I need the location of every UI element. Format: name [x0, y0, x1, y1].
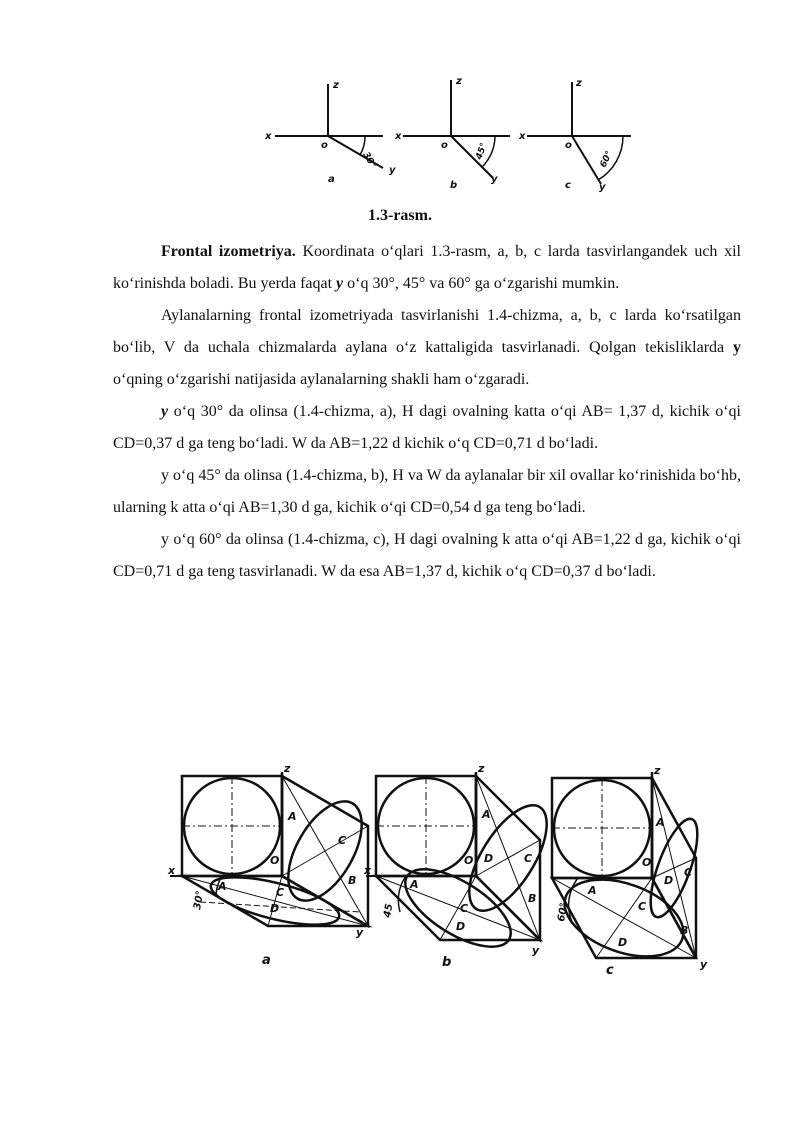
- fig14-b-y-label: y: [532, 944, 540, 957]
- fig13-b-o-label: o: [441, 140, 448, 151]
- fig14-a-A-label: A: [288, 810, 297, 823]
- fig13-c-x-label: x: [519, 131, 526, 142]
- fig14-b-C-label: C: [524, 852, 533, 865]
- fig14-b-letter: b: [442, 955, 452, 970]
- fig14-c-D-label: D: [664, 874, 674, 887]
- fig14-b-angle-label: 45: [382, 902, 396, 919]
- fig14-a-C2-label: C: [276, 886, 285, 899]
- fig14-a-O-label: O: [270, 854, 280, 867]
- fig13-a-angle-label: 30°: [360, 150, 378, 171]
- paragraph-3-text: o‘q 30° da olinsa (1.4-chizma, a), H dagi ovalning katta o‘qi AB= 1,37 d, kichik o‘qi CD=0,37 d ga teng bo‘ladi. W da AB=1,22 d kichik o‘q CD=0,71 d bo‘ladi.: [113, 403, 741, 452]
- fig14-a-angle-label: 30°: [192, 889, 207, 911]
- fig14-b-B-label: B: [528, 892, 537, 905]
- fig14-c-C2-label: C: [638, 900, 647, 913]
- fig13-c-angle-label: 60°: [598, 149, 615, 170]
- fig14-a-y-label: y: [356, 926, 364, 939]
- fig13-c-letter: c: [565, 180, 571, 191]
- paragraph-1-text-b: o‘q 30°, 45° va 60° ga o‘zgarishi mumkin.: [343, 275, 620, 292]
- fig14-b-D2-label: D: [456, 920, 466, 933]
- fig13-b-y-label: y: [491, 174, 498, 185]
- fig14-c-D2-label: D: [618, 936, 628, 949]
- fig14-c-z-label: z: [654, 764, 661, 777]
- fig14-c-letter: c: [606, 963, 614, 977]
- paragraph-2: [113, 300, 741, 396]
- fig14-c-y-label: y: [700, 958, 708, 971]
- body-text: [113, 236, 741, 588]
- figure-1-4-drawing: [160, 762, 720, 977]
- fig14-a-x-label: x: [168, 864, 176, 877]
- paragraph-1-axis: y: [336, 275, 344, 292]
- fig13-a-o-label: o: [321, 140, 328, 151]
- paragraph-5: y o‘q 60° da olinsa (1.4-chizma, c), H dagi ovalning k atta o‘qi AB=1,22 d ga, kichik o‘qi CD=0,71 d ga teng tasvirlanadi. W da esa AB=1,37 d, kichik o‘q CD=0,37 d bo‘ladi.: [113, 531, 741, 580]
- paragraph-1-text-a: Koordinata o‘qlari 1.3-rasm, a, b, c larda tasvirlangandek uch xil ko‘rinishda boladi. Bu yerda faqat: [113, 243, 741, 292]
- fig14-a-B-label: B: [348, 874, 357, 887]
- fig13-a-y-label: y: [389, 165, 396, 176]
- fig14-b-x-label: x: [364, 864, 372, 877]
- paragraph-2-axis: y: [733, 339, 741, 356]
- paragraph-2-text-a: Aylanalarning frontal izometriyada tasvirlanishi 1.4-chizma, a, b, c larda ko‘rsatilgan bo‘lib, V da uchala chizmalarda aylana o‘z kattaligida tasvirlanadi. Qolgan tekisliklarda: [113, 307, 741, 356]
- paragraph-1-lead: Frontal izometriya.: [161, 243, 296, 260]
- fig14-c-angle-label: 60°: [556, 901, 571, 923]
- fig13-c-o-label: o: [565, 140, 572, 151]
- figure-1-3-drawing: [255, 72, 645, 202]
- fig14-c-A-label: A: [656, 816, 665, 829]
- figure-1-3: [255, 72, 645, 202]
- fig14-c-B-label: B: [680, 924, 689, 937]
- paragraph-3: [113, 396, 741, 460]
- paragraph-1: [113, 236, 741, 300]
- fig14-b-A-label: A: [482, 808, 491, 821]
- fig13-b-angle-label: 45°: [474, 141, 490, 162]
- paragraph-4: y o‘q 45° da olinsa (1.4-chizma, b), H va W da aylanalar bir xil ovallar ko‘rinishida bo‘hb, ularning k atta o‘qi AB=1,30 d ga, kichik o‘qi CD=0,54 d ga teng bo‘ladi.: [113, 467, 741, 516]
- figure-1-3-caption: 1.3-rasm.: [368, 207, 432, 224]
- fig14-b-A2-label: A: [410, 878, 419, 891]
- fig13-c-y-label: y: [599, 182, 606, 193]
- fig14-a-z-label: z: [284, 762, 291, 775]
- fig14-b-C2-label: C: [460, 902, 469, 915]
- fig14-c-O-label: O: [642, 856, 652, 869]
- fig14-a-letter: a: [262, 953, 271, 968]
- fig13-a-x-label: x: [265, 131, 272, 142]
- paragraph-3-axis: y: [161, 403, 169, 420]
- fig13-b-z-label: z: [456, 76, 462, 87]
- fig14-b-O-label: O: [464, 854, 474, 867]
- fig14-b-D-label: D: [484, 852, 494, 865]
- fig13-a-z-label: z: [333, 80, 339, 91]
- fig13-b-x-label: x: [395, 131, 402, 142]
- fig14-a-C-label: C: [338, 834, 347, 847]
- fig13-a-letter: a: [328, 174, 335, 185]
- paragraph-2-text-b: o‘qning o‘zgarishi natijasida aylanalarning shakli ham o‘zgaradi.: [113, 371, 530, 388]
- fig13-b-letter: b: [450, 180, 458, 191]
- fig14-c-C-label: C: [684, 866, 693, 879]
- fig14-c-A2-label: A: [588, 884, 597, 897]
- fig14-a-D-label: D: [270, 902, 280, 915]
- fig13-c-z-label: z: [576, 78, 582, 89]
- fig14-b-z-label: z: [478, 762, 485, 775]
- fig14-a-A2-label: A: [218, 880, 227, 893]
- figure-1-4: [160, 762, 720, 977]
